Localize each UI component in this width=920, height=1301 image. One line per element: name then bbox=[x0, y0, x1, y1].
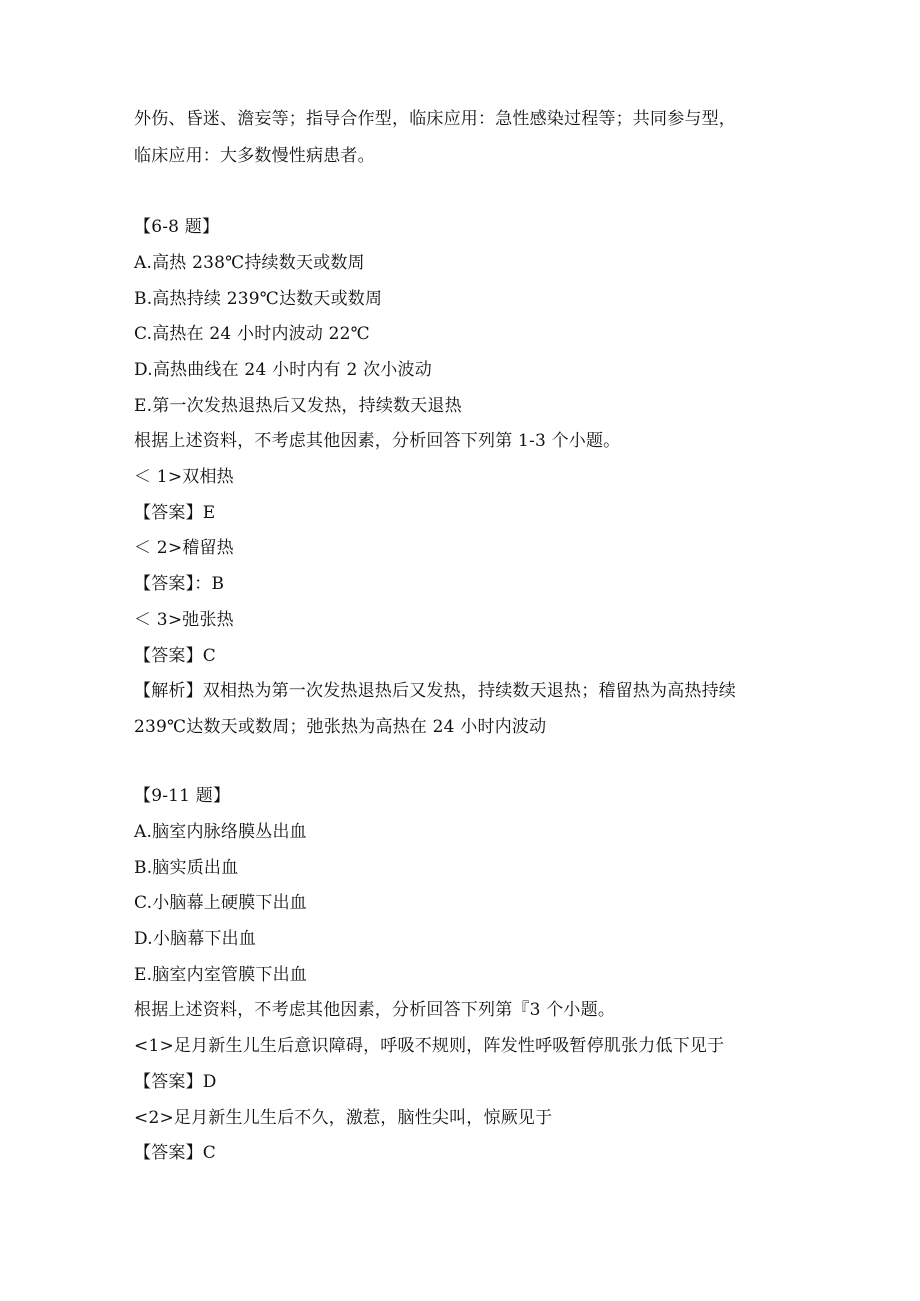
question-3: ＜ 3>弛张热 bbox=[134, 610, 234, 630]
option-a: A.脑室内脉络膜丛出血 bbox=[134, 822, 307, 842]
analysis-line-2: 239℃达数天或数周；弛张热为高热在 24 小时内波动 bbox=[134, 717, 547, 737]
analysis-line-1: 【解析】双相热为第一次发热退热后又发热，持续数天退热；稽留热为高热持续 bbox=[134, 681, 736, 701]
question-1: ＜ 1>双相热 bbox=[134, 467, 234, 487]
question-2: ＜ 2>稽留热 bbox=[134, 538, 234, 558]
option-a: A.高热 238℃持续数天或数周 bbox=[134, 253, 365, 273]
answer-2: 【答案】：B bbox=[134, 574, 225, 594]
section-header-9-11: 【9-11 题】 bbox=[134, 786, 231, 806]
instruction-text: 根据上述资料，不考虑其他因素，分析回答下列第『3 个小题。 bbox=[134, 1000, 616, 1020]
answer-2: 【答案】C bbox=[134, 1143, 217, 1163]
section-header-6-8: 【6-8 题】 bbox=[134, 217, 220, 237]
question-1: <1>足月新生儿生后意识障碍，呼吸不规则，阵发性呼吸暂停肌张力低下见于 bbox=[134, 1036, 725, 1056]
answer-3: 【答案】C bbox=[134, 646, 217, 666]
answer-1: 【答案】E bbox=[134, 503, 216, 523]
option-d: D.小脑幕下出血 bbox=[134, 929, 257, 949]
option-c: C.小脑幕上硬膜下出血 bbox=[134, 893, 308, 913]
option-d: D.高热曲线在 24 小时内有 2 次小波动 bbox=[134, 360, 432, 380]
option-b: B.高热持续 239℃达数天或数周 bbox=[134, 289, 383, 309]
option-e: E.第一次发热退热后又发热，持续数天退热 bbox=[134, 396, 462, 416]
intro-line-2: 临床应用：大多数慢性病患者。 bbox=[134, 146, 375, 166]
option-b: B.脑实质出血 bbox=[134, 858, 239, 878]
instruction-text: 根据上述资料，不考虑其他因素，分析回答下列第 1-3 个小题。 bbox=[134, 431, 621, 451]
option-c: C.高热在 24 小时内波动 22℃ bbox=[134, 324, 370, 344]
answer-1: 【答案】D bbox=[134, 1072, 217, 1092]
question-2: <2>足月新生儿生后不久，激惹，脑性尖叫，惊厥见于 bbox=[134, 1108, 553, 1128]
option-e: E.脑室内室管膜下出血 bbox=[134, 965, 308, 985]
intro-line-1: 外伤、昏迷、澹妄等；指导合作型，临床应用：急性感染过程等；共同参与型， bbox=[134, 109, 736, 129]
